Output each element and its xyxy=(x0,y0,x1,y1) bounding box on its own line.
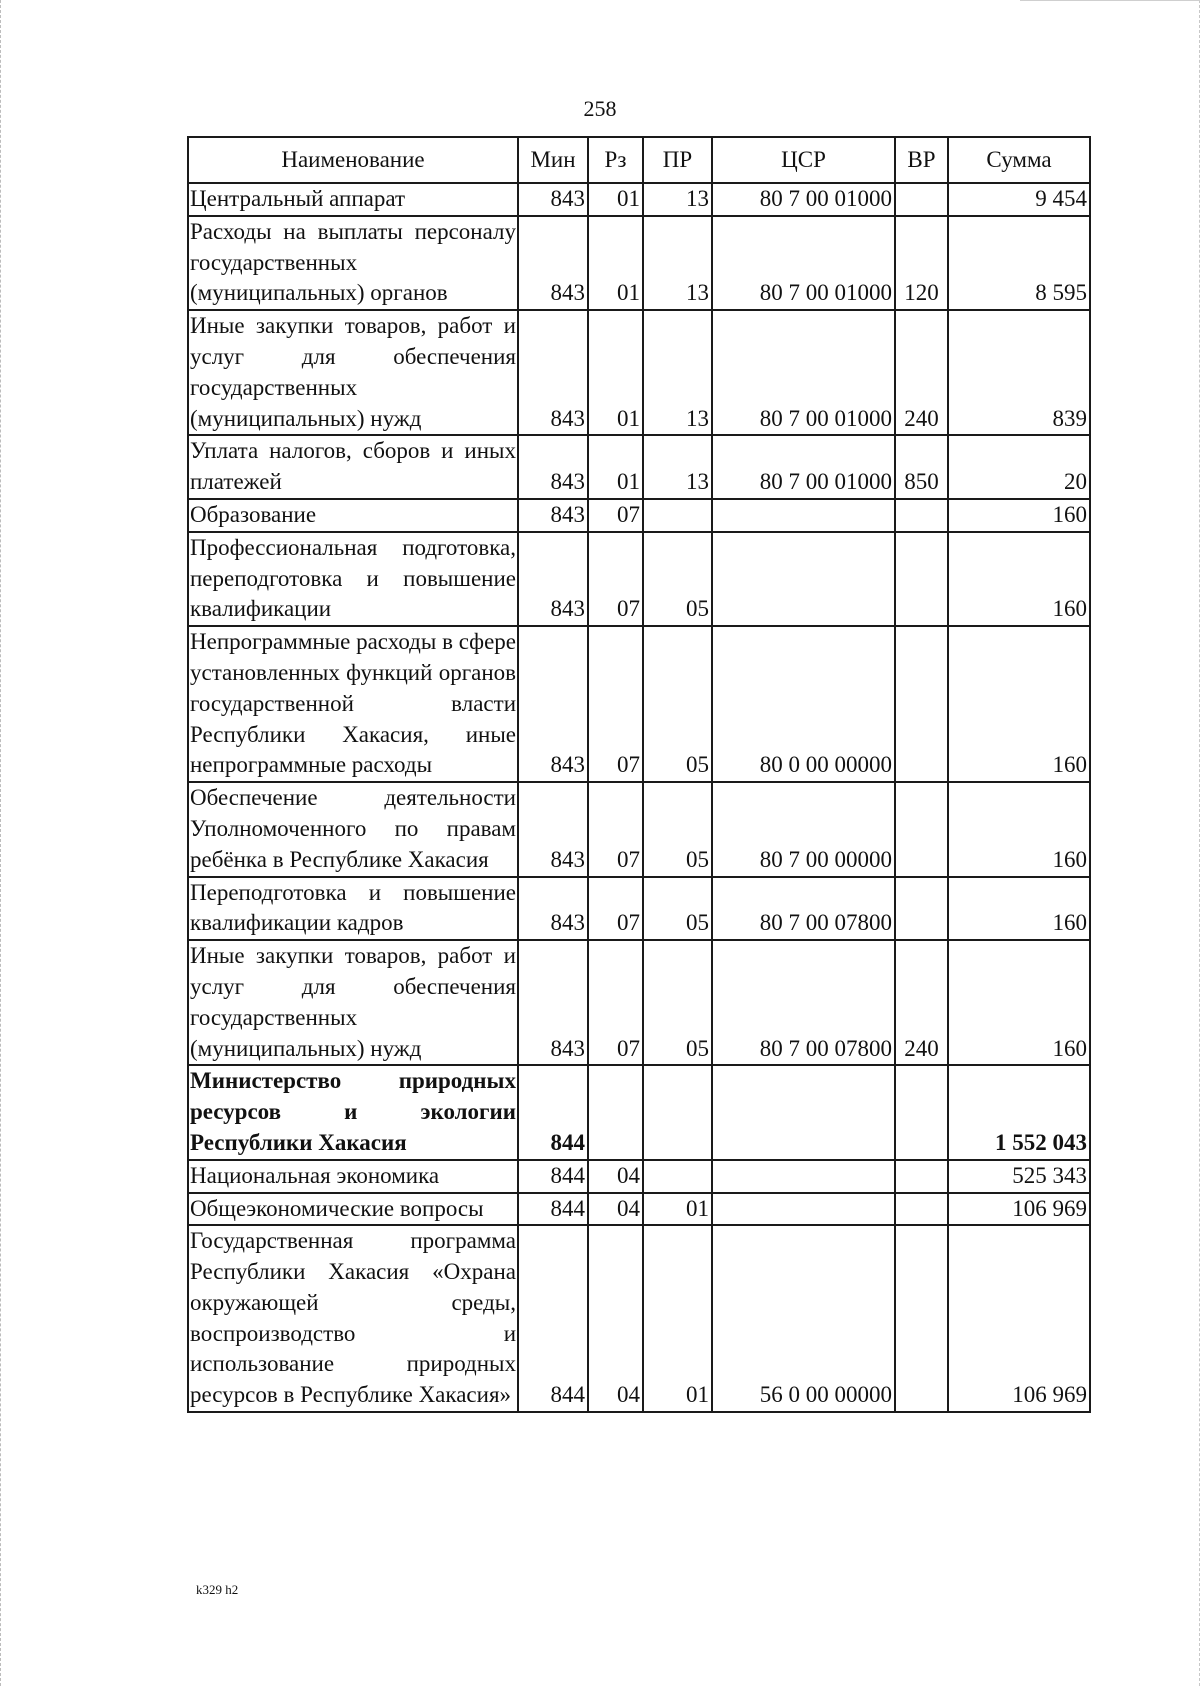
cell-min: 843 xyxy=(518,310,588,435)
cell-sum: 525 343 xyxy=(948,1160,1090,1193)
cell-vr: 240 xyxy=(895,940,948,1065)
table-row xyxy=(188,626,1090,782)
cell-name: Центральный аппарат xyxy=(188,183,518,216)
footer-code: k329 h2 xyxy=(196,1582,239,1597)
cell-sum: 106 969 xyxy=(948,1193,1090,1226)
cell-csr: 56 0 00 00000 xyxy=(712,1225,895,1412)
cell-min: 843 xyxy=(518,435,588,499)
cell-rz: 07 xyxy=(588,877,643,941)
cell-min: 843 xyxy=(518,499,588,532)
cell-name: Государственная программа Республики Хакасия «Охрана окружающей среды, воспроизводство и использование природных ресурсов в Республике Хакасия» xyxy=(188,1225,518,1412)
header-sum: Сумма xyxy=(948,137,1090,183)
header-pr: ПР xyxy=(643,137,712,183)
cell-rz: 07 xyxy=(588,782,643,876)
cell-sum: 839 xyxy=(948,310,1090,435)
cell-vr xyxy=(895,782,948,876)
cell-name: Непрограммные расходы в сфере установленных функций органов государственной власти Республики Хакасия, иные непрограммные расходы xyxy=(188,626,518,782)
cell-min: 844 xyxy=(518,1065,588,1159)
table-row xyxy=(188,532,1090,626)
cell-sum: 160 xyxy=(948,626,1090,782)
cell-rz: 04 xyxy=(588,1225,643,1412)
cell-rz: 01 xyxy=(588,183,643,216)
cell-rz: 07 xyxy=(588,940,643,1065)
cell-name: Иные закупки товаров, работ и услуг для обеспечения государственных (муниципальных) нужд xyxy=(188,940,518,1065)
cell-sum: 160 xyxy=(948,782,1090,876)
cell-csr: 80 7 00 01000 xyxy=(712,216,895,310)
cell-pr xyxy=(643,1160,712,1193)
cell-sum: 8 595 xyxy=(948,216,1090,310)
cell-min: 843 xyxy=(518,216,588,310)
cell-vr xyxy=(895,183,948,216)
cell-pr: 01 xyxy=(643,1193,712,1226)
page-number: 258 xyxy=(583,96,617,121)
cell-min: 843 xyxy=(518,940,588,1065)
cell-csr xyxy=(712,532,895,626)
table-row xyxy=(188,877,1090,941)
cell-pr: 05 xyxy=(643,532,712,626)
table-row xyxy=(188,1225,1090,1412)
cell-rz: 01 xyxy=(588,216,643,310)
table-row xyxy=(188,435,1090,499)
cell-rz: 01 xyxy=(588,310,643,435)
header-vr: ВР xyxy=(895,137,948,183)
cell-csr: 80 7 00 01000 xyxy=(712,183,895,216)
cell-min: 843 xyxy=(518,532,588,626)
cell-vr: 120 xyxy=(895,216,948,310)
cell-pr: 05 xyxy=(643,782,712,876)
header-min: Мин xyxy=(518,137,588,183)
cell-name: Расходы на выплаты персоналу государственных (муниципальных) органов xyxy=(188,216,518,310)
cell-sum: 160 xyxy=(948,499,1090,532)
cell-min: 843 xyxy=(518,782,588,876)
cell-vr xyxy=(895,532,948,626)
header-rz: Рз xyxy=(588,137,643,183)
cell-name: Национальная экономика xyxy=(188,1160,518,1193)
table-header-row xyxy=(188,137,1090,183)
scan-edge-left xyxy=(0,0,3,1686)
cell-csr xyxy=(712,1193,895,1226)
table-row xyxy=(188,310,1090,435)
scan-mark-top xyxy=(1020,0,1200,2)
cell-sum: 160 xyxy=(948,940,1090,1065)
cell-rz: 07 xyxy=(588,532,643,626)
header-name: Наименование xyxy=(188,137,518,183)
cell-min: 844 xyxy=(518,1193,588,1226)
cell-csr: 80 7 00 01000 xyxy=(712,310,895,435)
cell-name: Образование xyxy=(188,499,518,532)
budget-table xyxy=(187,136,1091,1413)
cell-vr xyxy=(895,1160,948,1193)
cell-rz: 07 xyxy=(588,499,643,532)
cell-name: Иные закупки товаров, работ и услуг для обеспечения государственных (муниципальных) нужд xyxy=(188,310,518,435)
cell-min: 843 xyxy=(518,183,588,216)
cell-min: 843 xyxy=(518,877,588,941)
cell-vr xyxy=(895,1193,948,1226)
cell-csr xyxy=(712,1065,895,1159)
cell-vr xyxy=(895,626,948,782)
cell-sum: 20 xyxy=(948,435,1090,499)
table-row xyxy=(188,940,1090,1065)
cell-rz: 04 xyxy=(588,1160,643,1193)
cell-pr: 01 xyxy=(643,1225,712,1412)
cell-pr: 13 xyxy=(643,310,712,435)
cell-rz: 04 xyxy=(588,1193,643,1226)
cell-csr: 80 0 00 00000 xyxy=(712,626,895,782)
cell-name: Профессиональная подготовка, переподготовка и повышение квалификации xyxy=(188,532,518,626)
table-row xyxy=(188,1065,1090,1159)
cell-sum: 9 454 xyxy=(948,183,1090,216)
cell-name: Переподготовка и повышение квалификации кадров xyxy=(188,877,518,941)
cell-rz: 07 xyxy=(588,626,643,782)
cell-name: Уплата налогов, сборов и иных платежей xyxy=(188,435,518,499)
table-body xyxy=(188,183,1090,1412)
cell-csr: 80 7 00 01000 xyxy=(712,435,895,499)
cell-pr xyxy=(643,499,712,532)
table-row xyxy=(188,782,1090,876)
cell-name: Общеэкономические вопросы xyxy=(188,1193,518,1226)
cell-csr xyxy=(712,1160,895,1193)
header-csr: ЦСР xyxy=(712,137,895,183)
cell-pr xyxy=(643,1065,712,1159)
cell-min: 844 xyxy=(518,1225,588,1412)
cell-pr: 13 xyxy=(643,435,712,499)
table-row xyxy=(188,216,1090,310)
cell-sum: 160 xyxy=(948,532,1090,626)
cell-min: 843 xyxy=(518,626,588,782)
cell-pr: 05 xyxy=(643,940,712,1065)
cell-name: Министерство природных ресурсов и экологии Республики Хакасия xyxy=(188,1065,518,1159)
cell-vr xyxy=(895,499,948,532)
cell-csr xyxy=(712,499,895,532)
cell-name: Обеспечение деятельности Уполномоченного по правам ребёнка в Республике Хакасия xyxy=(188,782,518,876)
cell-sum: 160 xyxy=(948,877,1090,941)
table-row xyxy=(188,1160,1090,1193)
cell-pr: 05 xyxy=(643,877,712,941)
table-row xyxy=(188,183,1090,216)
cell-sum: 106 969 xyxy=(948,1225,1090,1412)
cell-pr: 13 xyxy=(643,183,712,216)
cell-csr: 80 7 00 07800 xyxy=(712,877,895,941)
cell-vr xyxy=(895,1065,948,1159)
cell-pr: 05 xyxy=(643,626,712,782)
cell-vr xyxy=(895,877,948,941)
cell-csr: 80 7 00 07800 xyxy=(712,940,895,1065)
cell-vr xyxy=(895,1225,948,1412)
cell-vr: 240 xyxy=(895,310,948,435)
cell-sum: 1 552 043 xyxy=(948,1065,1090,1159)
cell-pr: 13 xyxy=(643,216,712,310)
cell-csr: 80 7 00 00000 xyxy=(712,782,895,876)
cell-rz xyxy=(588,1065,643,1159)
cell-min: 844 xyxy=(518,1160,588,1193)
table-row xyxy=(188,1193,1090,1226)
cell-vr: 850 xyxy=(895,435,948,499)
cell-rz: 01 xyxy=(588,435,643,499)
table-row xyxy=(188,499,1090,532)
